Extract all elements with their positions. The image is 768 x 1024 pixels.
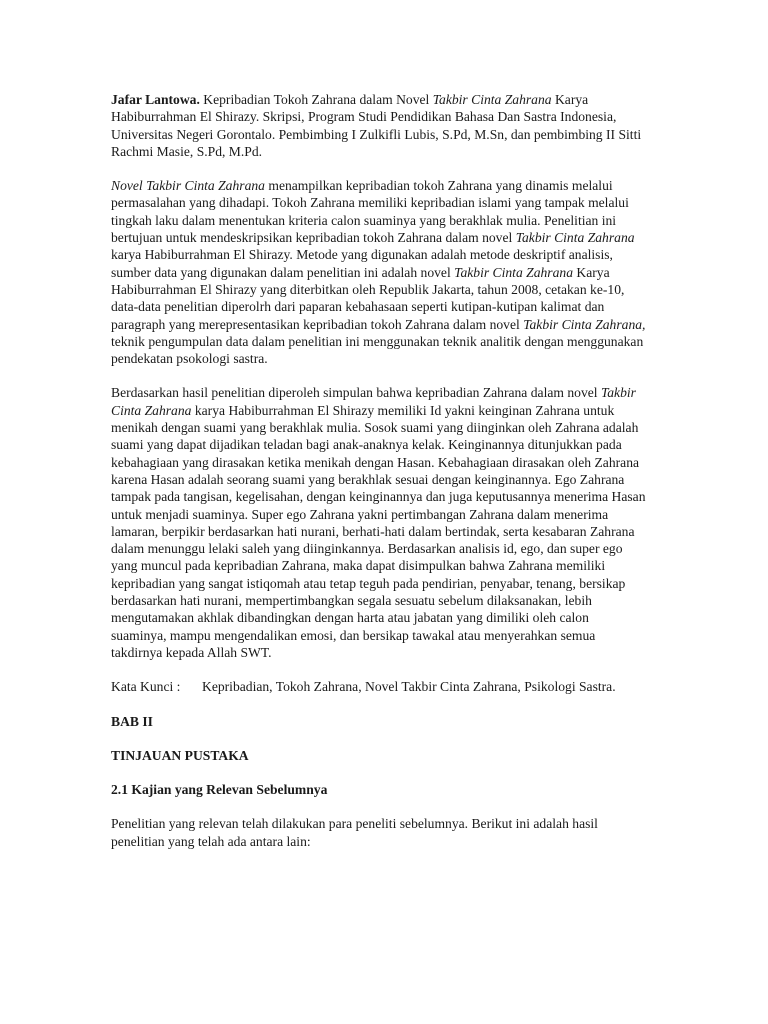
body-text: menampilkan kepribadian tokoh Zahrana yang dinamis melalui permasalahan yang dihadapi. Tokoh Zahrana memiliki kepribadian islami yang tampak melalui tingkah laku dalam menentukan kriteria calon suaminya yang berakhlak mulia. Penelitian ini bertujuan untuk mendeskripsikan kepribadian tokoh Zahrana dalam novel bbox=[111, 178, 629, 246]
section-heading: 2.1 Kajian yang Relevan Sebelumnya bbox=[111, 782, 328, 798]
chapter-title: TINJAUAN PUSTAKA bbox=[111, 747, 249, 763]
novel-title: Takbir Cinta Zahrana bbox=[111, 385, 636, 418]
section-intro: Penelitian yang relevan telah dilakukan para peneliti sebelumnya. Berikut ini adalah hasil penelitian yang telah ada antara lain: bbox=[111, 816, 598, 849]
abstract-citation bbox=[111, 91, 646, 160]
chapter-number: BAB II bbox=[111, 713, 153, 729]
abstract-paragraph-2 bbox=[111, 384, 646, 661]
novel-title: Takbir Cinta Zahrana bbox=[515, 230, 635, 246]
document-page bbox=[111, 91, 646, 850]
body-text: Berdasarkan hasil penelitian diperoleh simpulan bahwa kepribadian Zahrana dalam novel bbox=[111, 385, 601, 401]
citation-text: Karya Habiburrahman El Shirazy. Skripsi, Program Studi Pendidikan Bahasa Dan Sastra Indonesia, Universitas Negeri Gorontalo. Pembimbing I Zulkifli Lubis, S.Pd, M.Sn, dan pembimbing II Sitti Rachmi Masie, S.Pd, M.Pd. bbox=[111, 92, 642, 159]
novel-title: Takbir Cinta Zahrana, bbox=[523, 316, 646, 332]
novel-title: Takbir Cinta Zahrana bbox=[432, 92, 552, 107]
novel-title: Takbir Cinta Zahrana bbox=[454, 264, 573, 280]
body-text: karya Habiburrahman El Shirazy. Metode yang digunakan adalah metode deskriptif analisis, sumber data yang digunakan dalam penelitian ini adalah novel bbox=[111, 247, 613, 280]
abstract-paragraph-1 bbox=[111, 177, 646, 367]
citation-text: Kepribadian Tokoh Zahrana dalam Novel bbox=[199, 92, 433, 107]
novel-title: Novel Takbir Cinta Zahrana bbox=[111, 178, 265, 194]
keywords-row bbox=[111, 678, 646, 695]
author-name: Jafar Lantowa. bbox=[111, 92, 200, 107]
body-text: karya Habiburrahman El Shirazy memiliki Id yakni keinginan Zahrana untuk menikah dengan suami yang berakhlak mulia. Sosok suami yang diinginkan oleh Zahrana adalah suami yang dapat dijadikan teladan bagi anak-anaknya kelak. Keinginannya ditunjukkan pada kebahagiaan yang dirasakan ketika menikah dengan Hasan. Kebahagiaan dirasakan oleh Zahrana karena Hasan adalah seorang suami yang berakhlak sesuai dengan keinginannya. Ego Zahrana tampak pada tangisan, kegelisahan, dengan keinginannya dan juga keputusannya menerima Hasan untuk menjadi suaminya. Super ego Zahrana yakni pertimbangan Zahrana dalam menerima lamaran, berpikir berdasarkan hati nurani, berhati-hati dalam bertindak, serta kesabaran Zahrana dalam menunggu lelaki saleh yang diinginkannya. Berdasarkan analisis id, ego, dan super ego yang muncul pada kepribadian Zahrana, maka dapat disimpulkan bahwa Zahrana memiliki kepribadian yang sangat istiqomah atau tetap teguh pada pendirian, penyabar, tenang, bersikap berdasarkan hati nurani, mempertimbangkan segala sesuatu sebelum dilaksanakan, lebih mengutamakan akhlak dibandingkan dengan harta atau jabatan yang dimiliki oleh calon suaminya, mampu mengendalikan emosi, dan bersikap tawakal atau menyerahkan semua takdirnya kepada Allah SWT. bbox=[111, 402, 646, 660]
body-text: Karya Habiburrahman El Shirazy yang diterbitkan oleh Republik Jakarta, tahun 2008, cetakan ke-10, data-data penelitian diperolrh dari paparan kebahasaan seperti kutipan-kutipan kalimat dan paragraph yang merepresentasikan kepribadian tokoh Zahrana dalam novel bbox=[111, 264, 625, 332]
keywords-value: Kepribadian, Tokoh Zahrana, Novel Takbir Cinta Zahrana, Psikologi Sastra. bbox=[202, 679, 616, 695]
body-text: teknik pengumpulan data dalam penelitian ini menggunakan teknik analitik dengan menggunakan pendekatan psokologi sastra. bbox=[111, 333, 644, 367]
keywords-label: Kata Kunci : bbox=[111, 679, 181, 695]
